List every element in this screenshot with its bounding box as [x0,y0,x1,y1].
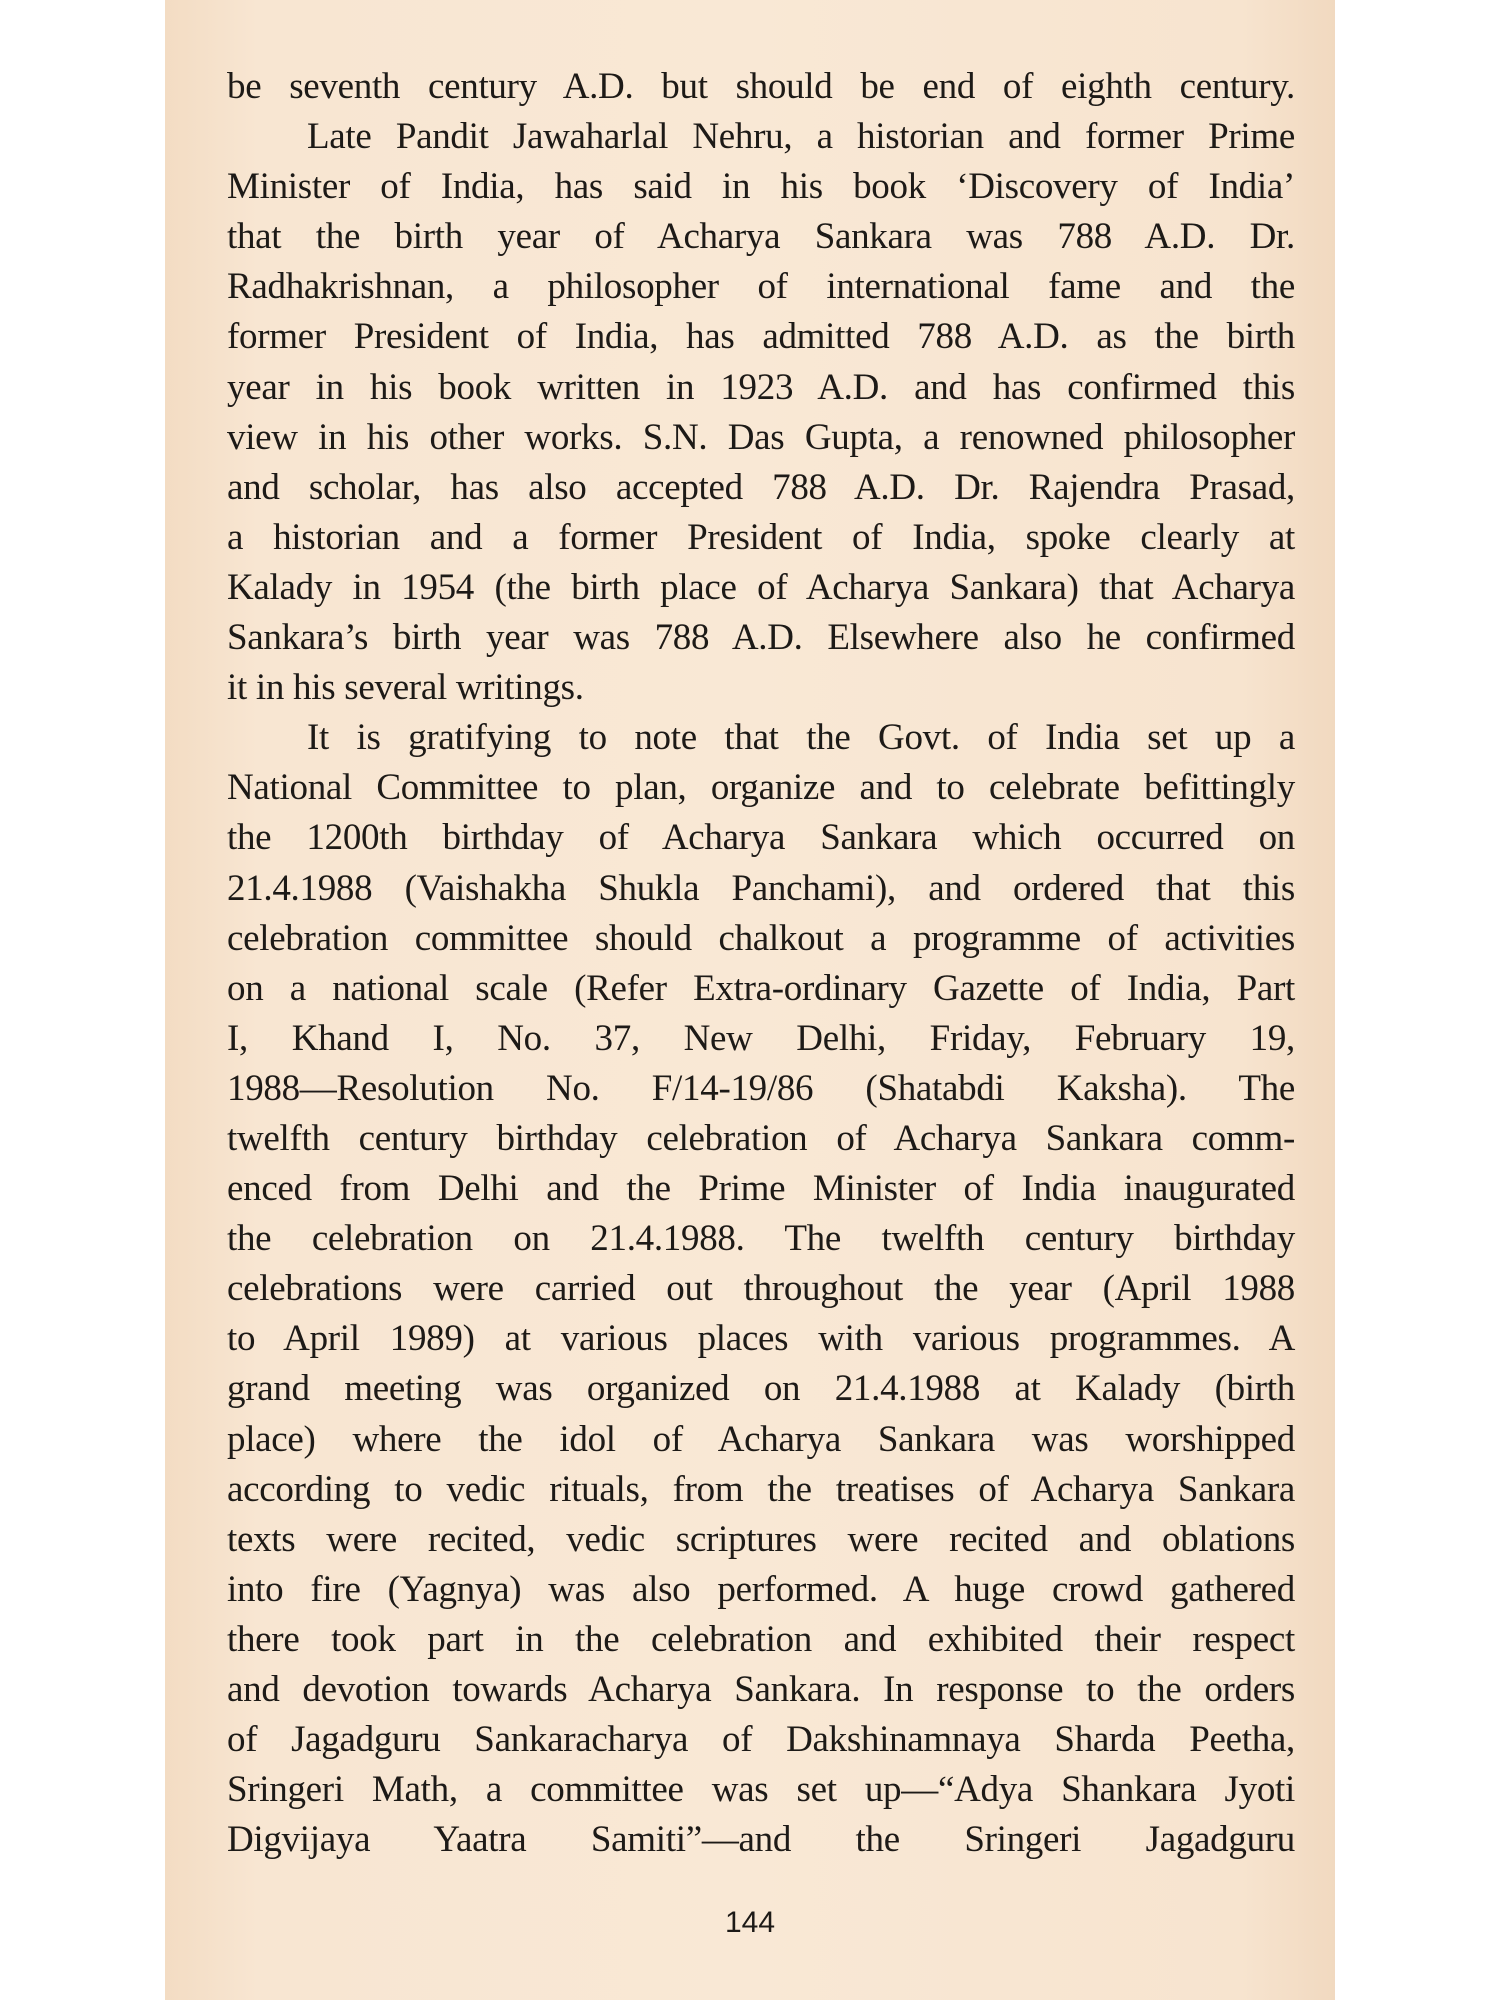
text-line: that the birth year of Acharya Sankara was 788 A.D. Dr. [227,216,1295,258]
text-line: into fire (Yagnya) was also performed. A huge crowd gathered [227,1568,1295,1610]
text-line: on a national scale (Refer Extra-ordinary Gazette of India, Part [227,967,1295,1009]
paragraph [227,62,1295,112]
text-line: Kalady in 1954 (the birth place of Acharya Sankara) that Acharya [227,566,1295,608]
text-line: and devotion towards Acharya Sankara. In response to the orders [227,1669,1295,1710]
text-line: it in his several writings. [227,667,584,709]
text-line: texts were recited, vedic scriptures were recited and oblations [227,1518,1295,1560]
text-line: the celebration on 21.4.1988. The twelfth century birthday [227,1218,1295,1260]
text-line: of Jagadguru Sankaracharya of Dakshinamnaya Sharda Peetha, [227,1719,1295,1761]
text-line: Digvijaya Yaatra Samiti”—and the Sringeri Jagadguru [227,1819,1295,1861]
text-line: according to vedic rituals, from the treatises of Acharya Sankara [227,1468,1295,1510]
text-line: place) where the idol of Acharya Sankara was worshipped [227,1418,1295,1460]
text-line: former President of India, has admitted 788 A.D. as the birth [227,316,1295,358]
text-line: Sankara’s birth year was 788 A.D. Elsewhere also he confirmed [227,617,1295,659]
text-line: year in his book written in 1923 A.D. and has confirmed this [227,366,1295,408]
text-line: the 1200th birthday of Acharya Sankara which occurred on [227,817,1295,859]
page-number: 144 [724,1906,776,1939]
text-line: Minister of India, has said in his book ‘Discovery of India’ [227,166,1295,208]
text-line: a historian and a former President of India, spoke clearly at [227,516,1295,558]
text-line: celebration committee should chalkout a programme of activities [227,917,1295,959]
text-line: 21.4.1988 (Vaishakha Shukla Panchami), and ordered that this [227,867,1295,909]
text-line: Sringeri Math, a committee was set up—“Adya Shankara Jyoti [227,1769,1295,1811]
paragraph [227,713,1295,1865]
text-line: grand meeting was organized on 21.4.1988 at Kalady (birth [227,1368,1295,1410]
text-line: twelfth century birthday celebration of Acharya Sankara comm- [227,1117,1295,1159]
text-line: I, Khand I, No. 37, New Delhi, Friday, February 19, [227,1017,1295,1059]
text-line: celebrations were carried out throughout the year (April 1988 [227,1268,1295,1310]
text-line: enced from Delhi and the Prime Minister of India inaugurated [227,1168,1295,1210]
book-page [165,0,1335,2000]
text-line: there took part in the celebration and exhibited their respect [227,1618,1295,1660]
text-line: and scholar, has also accepted 788 A.D. Dr. Rajendra Prasad, [227,466,1295,508]
text-line: to April 1989) at various places with various programmes. A [227,1318,1295,1360]
text-line: view in his other works. S.N. Das Gupta, a renowned philosopher [227,416,1295,458]
text-line: be seventh century A.D. but should be end of eighth century. [227,66,1295,107]
text-line: National Committee to plan, organize and to celebrate befittingly [227,767,1295,809]
body-text [227,62,1295,1865]
paragraph [227,112,1295,713]
text-line: Radhakrishnan, a philosopher of international fame and the [227,266,1295,308]
text-line: 1988—Resolution No. F/14-19/86 (Shatabdi Kaksha). The [227,1067,1295,1109]
text-line: Late Pandit Jawaharlal Nehru, a historian and former Prime [307,116,1295,158]
text-line: It is gratifying to note that the Govt. of India set up a [307,717,1295,759]
